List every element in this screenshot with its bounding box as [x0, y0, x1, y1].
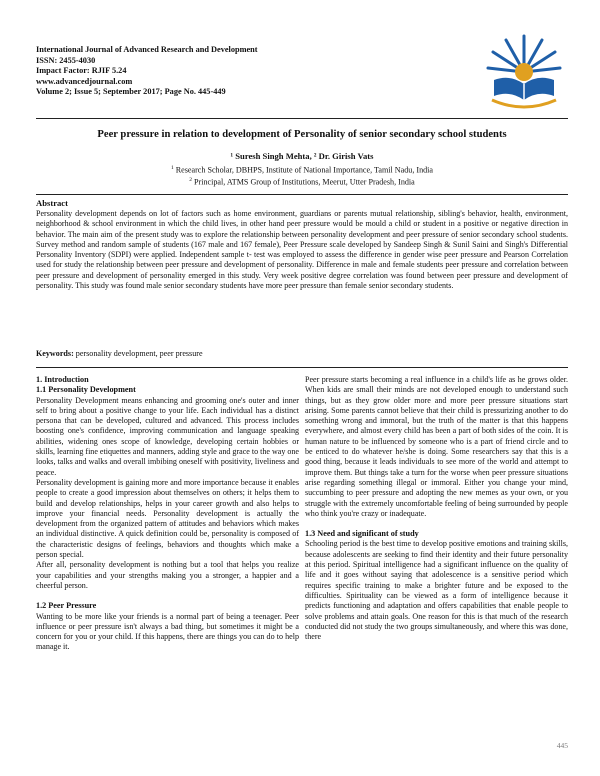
- header-divider: [36, 118, 568, 119]
- keywords: [36, 349, 203, 358]
- journal-impact-factor: Impact Factor: RJIF 5.24: [36, 66, 127, 76]
- journal-website[interactable]: www.advancedjournal.com: [36, 76, 133, 86]
- paragraph: Peer pressure starts becoming a real influence in a child's life as he grows older. When kids are small their minds are not developed enough to understand such things, but as they grow older more and more peer pressure situations start arising. Some parents cannot believe that their child is pressurizing another to do something wrong and immoral, but the truth of the matter is that this happens everywhere, and almost every child has been a part of both sides of the coin. It is human nature to be influenced by someone who is a part of friend circle and to be enticed to do whatever he/she is doing. Some researchers say that this is a good thing, because it leads individuals to see more of the world and attempt to improve them. But things take a turn for the worse when peer pressure situations arise regarding something illegal or immoral. Either you change your mind, succumbing to peer pressure and adopting the new memes as your own, or you struggle with the extremely uncomfortable feeling of being surrounded by people who think you're crazy or inadequate.: [305, 375, 568, 518]
- section-heading: 1. Introduction: [36, 375, 89, 384]
- paragraph: Wanting to be more like your friends is a normal part of being a teenager. Peer influence or peer pressure isn't always a bad thing, but sometimes it might be a concern for you or your child. If this happens, there are things you can do to help manage it.: [36, 611, 299, 652]
- body-divider: [36, 367, 568, 368]
- affiliation-2: $^2$ Principal, ATMS Group of Institutions, Meerut, Utter Pradesh, India: [189, 177, 415, 187]
- journal-info: [36, 45, 436, 98]
- journal-issn: ISSN: 2455-4030: [36, 55, 96, 65]
- keywords-label: Keywords:: [36, 349, 74, 358]
- paragraph: Personality Development means enhancing and grooming one's outer and inner self to bring about a positive change to your life. Each individual has a distinct persona that can be developed, cultured and advanced. This process includes boosting one's confidence, improving communication and language speaking abilities, widening ones scope of knowledge, developing certain hobbies or skills, learning fine etiquettes and manners, adding style and grace to the way one looks, talks and walks and overall imbibing oneself with positivity, liveliness and peace.: [36, 395, 300, 477]
- abstract-divider: [36, 194, 568, 195]
- paper-authors: ¹ Suresh Singh Mehta, ² Dr. Girish Vats: [230, 151, 374, 161]
- abstract-heading: Abstract: [36, 198, 68, 208]
- abstract-text: Personality development depends on lot of factors such as home environment, guardians or parents mutual relationship, sibling's behavior, health, environment, neighborhood & school environment in which the child lives, in other hand peer pressure would be mould a child or student in a positive or negative direction in behavior. The main aim of the present study was to explore the relationship between personality development and peer pressure of senior secondary school students. Survey method and random sample of students (167 male and 167 female), Peer Pressure scale developed by Sandeep Singh & Sunil Saini and Singh's Differential Personality Inventory (SDPI) were applied. Independent sample t- test was employed to assess the difference in gender wise peer pressure and Pearson Correlation used for study the relationship between peer pressure and development of personality. Difference in male and female students peer pressure and correlation between peer pressure and development of personality emerged in this study. Very week positive degree correlation was found between peer pressure and development of personality. This study was found male senior secondary students have more peer pressure than female senior secondary students.: [36, 209, 568, 290]
- journal-name: International Journal of Advanced Research and Development: [36, 45, 258, 54]
- keywords-text: personality development, peer pressure: [73, 349, 203, 358]
- subsection-heading: 1.1 Personality Development: [36, 385, 136, 395]
- journal-volume: Volume 2; Issue 5; September 2017; Page No. 445-449: [36, 87, 226, 97]
- page-number: 445: [556, 741, 568, 750]
- affiliation-1: $^1$ Research Scholar, DBHPS, Institute of National Importance, Tamil Nadu, India: [171, 165, 433, 175]
- right-column: [305, 375, 568, 642]
- paragraph: Schooling period is the best time to develop positive emotions and training skills, because adolescents are seeking to find their identity and their future personality at this period. Spiritual intelligence had a significant influence on the quality of life and it goes without saying that adolescence is a sensitive period which requires specific training to make a brighter future and be exposed to the difficulties. Spirituality can be viewed as a form of intelligence because it predicts functioning and adaptation and offers capabilities that enable people to solve problems and attain goals. One reason for this is that much of the research conducted did not study the two groups simultaneously, and where this was done, there: [305, 539, 568, 642]
- left-column: [36, 375, 299, 653]
- paragraph: Personality development is gaining more and more importance because it enables people to create a good impression about themselves on others; it helps them to build and develop relationships, helps in your career growth and also helps to improve your financial needs. Personality development is actually the development from the organized pattern of attitudes and behaviors which makes an individual distinctive. A quick definition could be, personality is composed of the characteristic designs of feelings, behaviors and thoughts which make a person special.: [36, 477, 299, 560]
- paragraph: After all, personality development is nothing but a tool that helps you realize your capabilities and your strengths making you a stronger, a happier and a cheerful person.: [36, 560, 299, 590]
- paper-title: Peer pressure in relation to development of Personality of senior secondary school students: [97, 129, 507, 140]
- subsection-heading: 1.2 Peer Pressure: [36, 601, 97, 611]
- subsection-heading: 1.3 Need and significant of study: [305, 529, 419, 539]
- journal-logo-icon: [480, 28, 568, 116]
